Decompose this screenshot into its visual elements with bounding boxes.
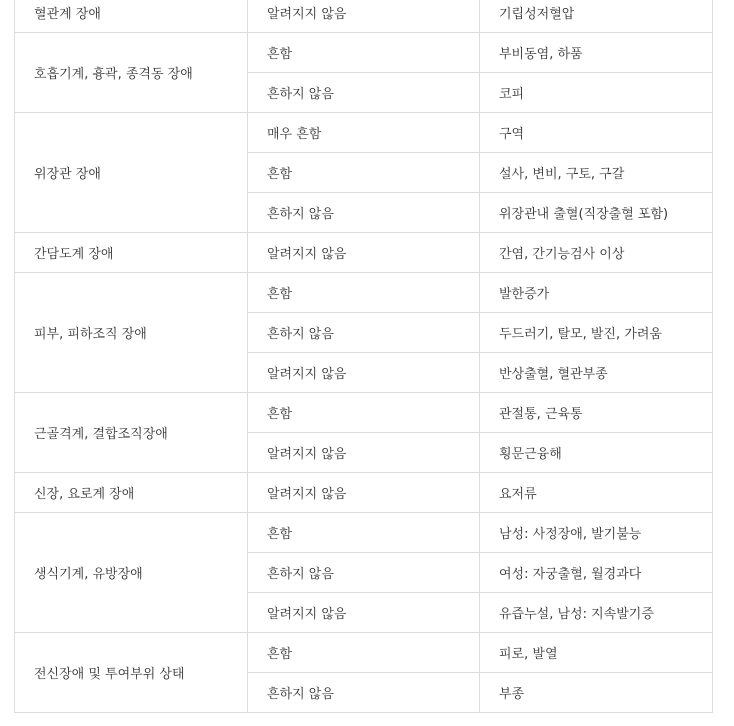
adverse-effect-cell: 횡문근융해 — [480, 433, 713, 473]
adverse-effect-cell: 발한증가 — [480, 273, 713, 313]
frequency-cell: 흔하지 않음 — [248, 73, 480, 113]
organ-class-cell: 간담도계 장애 — [15, 233, 248, 273]
table-row — [15, 273, 713, 313]
adverse-effect-cell: 여성: 자궁출혈, 월경과다 — [480, 553, 713, 593]
organ-class-cell: 생식기계, 유방장애 — [15, 513, 248, 633]
organ-class-cell: 신장, 요로계 장애 — [15, 473, 248, 513]
frequency-cell: 흔함 — [248, 513, 480, 553]
adverse-effect-cell: 위장관내 출혈(직장출혈 포함) — [480, 193, 713, 233]
frequency-cell: 매우 흔함 — [248, 113, 480, 153]
organ-class-cell: 혈관계 장애 — [15, 0, 248, 33]
adverse-effect-cell: 유즙누설, 남성: 지속발기증 — [480, 593, 713, 633]
adverse-effect-cell: 구역 — [480, 113, 713, 153]
frequency-cell: 알려지지 않음 — [248, 353, 480, 393]
frequency-cell: 흔하지 않음 — [248, 313, 480, 353]
adverse-effect-cell: 코피 — [480, 73, 713, 113]
table-row — [15, 633, 713, 673]
frequency-cell: 흔함 — [248, 633, 480, 673]
frequency-cell: 흔하지 않음 — [248, 673, 480, 713]
table-row — [15, 33, 713, 73]
adverse-effects-table-container — [14, 0, 712, 713]
adverse-effect-cell: 설사, 변비, 구토, 구갈 — [480, 153, 713, 193]
frequency-cell: 흔함 — [248, 393, 480, 433]
table-row — [15, 393, 713, 433]
adverse-effect-cell: 간염, 간기능검사 이상 — [480, 233, 713, 273]
frequency-cell: 흔함 — [248, 153, 480, 193]
table-row — [15, 513, 713, 553]
adverse-effect-cell: 두드러기, 탈모, 발진, 가려움 — [480, 313, 713, 353]
adverse-effect-cell: 남성: 사정장애, 발기불능 — [480, 513, 713, 553]
organ-class-cell: 호흡기계, 흉곽, 종격동 장애 — [15, 33, 248, 113]
frequency-cell: 흔함 — [248, 33, 480, 73]
table-row — [15, 0, 713, 33]
frequency-cell: 알려지지 않음 — [248, 433, 480, 473]
adverse-effect-cell: 피로, 발열 — [480, 633, 713, 673]
table-row — [15, 473, 713, 513]
table-row — [15, 233, 713, 273]
table-row — [15, 113, 713, 153]
frequency-cell: 흔하지 않음 — [248, 193, 480, 233]
adverse-effect-cell: 부종 — [480, 673, 713, 713]
frequency-cell: 알려지지 않음 — [248, 0, 480, 33]
adverse-effect-cell: 관절통, 근육통 — [480, 393, 713, 433]
frequency-cell: 흔함 — [248, 273, 480, 313]
frequency-cell: 알려지지 않음 — [248, 233, 480, 273]
organ-class-cell: 근골격계, 결합조직장애 — [15, 393, 248, 473]
adverse-effect-cell: 반상출혈, 혈관부종 — [480, 353, 713, 393]
organ-class-cell: 위장관 장애 — [15, 113, 248, 233]
frequency-cell: 흔하지 않음 — [248, 553, 480, 593]
organ-class-cell: 전신장애 및 투여부위 상태 — [15, 633, 248, 713]
adverse-effect-cell: 기립성저혈압 — [480, 0, 713, 33]
frequency-cell: 알려지지 않음 — [248, 473, 480, 513]
adverse-effect-cell: 부비동염, 하품 — [480, 33, 713, 73]
organ-class-cell: 피부, 피하조직 장애 — [15, 273, 248, 393]
adverse-effect-cell: 요저류 — [480, 473, 713, 513]
adverse-effects-table — [14, 0, 713, 713]
frequency-cell: 알려지지 않음 — [248, 593, 480, 633]
table-body — [15, 0, 713, 713]
